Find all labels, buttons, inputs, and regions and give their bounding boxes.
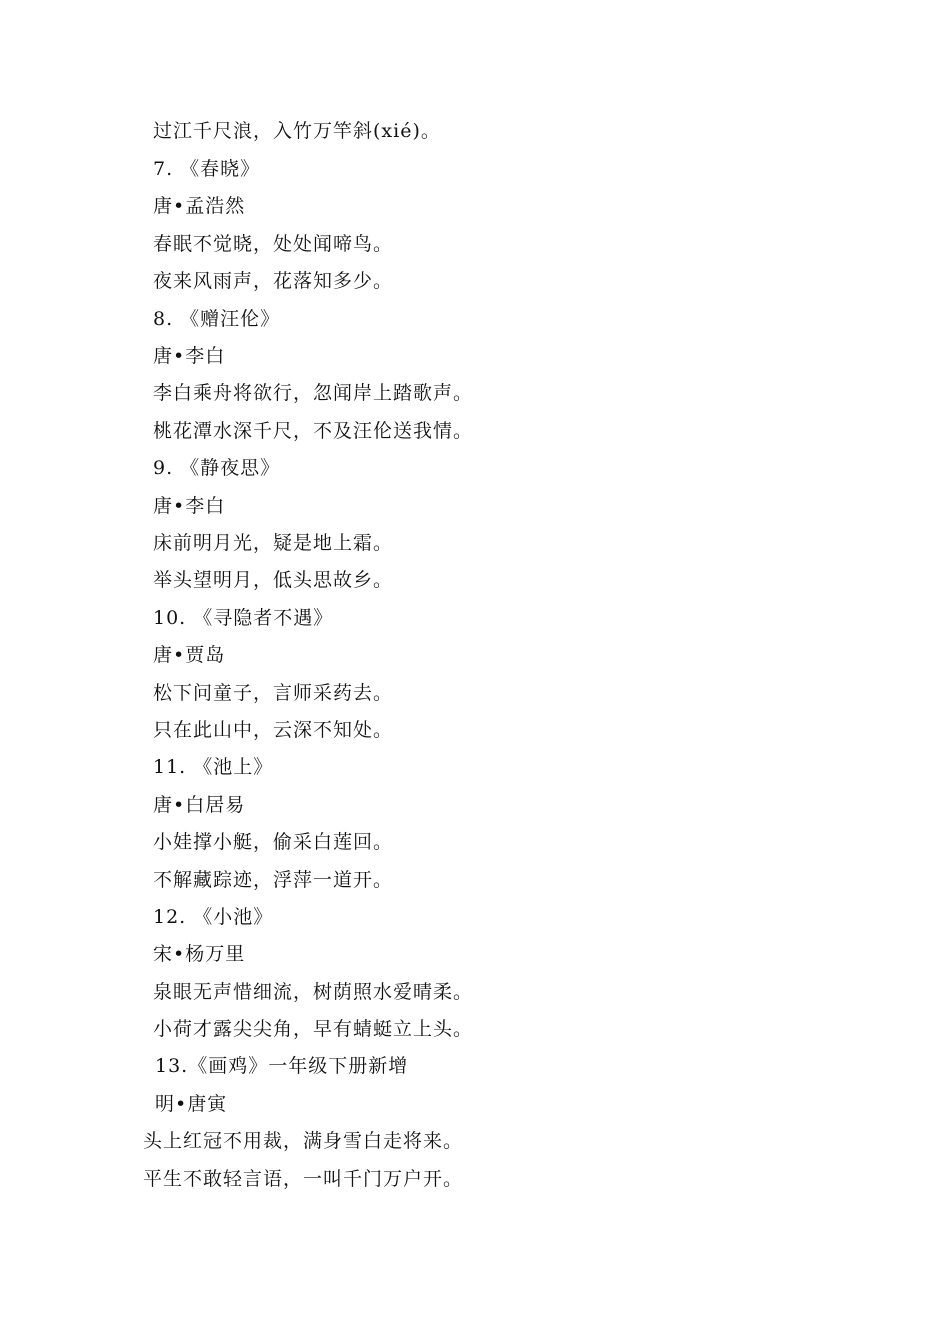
- poem-author: 唐•贾岛: [153, 644, 226, 666]
- poem-title: 8. 《赠汪伦》: [153, 308, 281, 330]
- poem-title: 12. 《小池》: [153, 906, 274, 928]
- poem-line: 头上红冠不用裁，满身雪白走将来。: [143, 1130, 464, 1152]
- poem-line: 夜来风雨声，花落知多少。: [153, 270, 394, 292]
- poem-line: 过江千尺浪，入竹万竿斜(xié)。: [153, 120, 441, 142]
- poem-line: 小荷才露尖尖角，早有蜻蜓立上头。: [153, 1018, 474, 1040]
- poem-line: 平生不敢轻言语，一叫千门万户开。: [143, 1168, 464, 1190]
- poem-line: 李白乘舟将欲行，忽闻岸上踏歌声。: [153, 382, 474, 404]
- poem-title: 11. 《池上》: [153, 756, 274, 778]
- poem-line: 小娃撑小艇，偷采白莲回。: [153, 831, 394, 853]
- poem-line: 只在此山中，云深不知处。: [153, 719, 394, 741]
- poem-line: 松下问童子，言师采药去。: [153, 682, 394, 704]
- poem-author: 明•唐寅: [155, 1093, 228, 1115]
- poem-line: 不解藏踪迹，浮萍一道开。: [153, 869, 394, 891]
- poem-line: 床前明月光，疑是地上霜。: [153, 532, 394, 554]
- poem-author: 唐•李白: [153, 345, 226, 367]
- poem-title: 9. 《静夜思》: [153, 457, 281, 479]
- poem-author: 唐•李白: [153, 495, 226, 517]
- poem-line: 泉眼无声惜细流，树荫照水爱晴柔。: [153, 981, 474, 1003]
- poem-author: 唐•孟浩然: [153, 195, 246, 217]
- poem-author: 唐•白居易: [153, 794, 246, 816]
- poem-title: 13.《画鸡》一年级下册新增: [155, 1055, 409, 1077]
- poem-line: 举头望明月，低头思故乡。: [153, 569, 394, 591]
- poem-author: 宋•杨万里: [153, 943, 246, 965]
- poem-title: 10. 《寻隐者不遇》: [153, 607, 334, 629]
- poem-line: 春眠不觉晓，处处闻啼鸟。: [153, 233, 394, 255]
- poem-title: 7. 《春晓》: [153, 158, 261, 180]
- poem-line: 桃花潭水深千尺，不及汪伦送我情。: [153, 420, 474, 442]
